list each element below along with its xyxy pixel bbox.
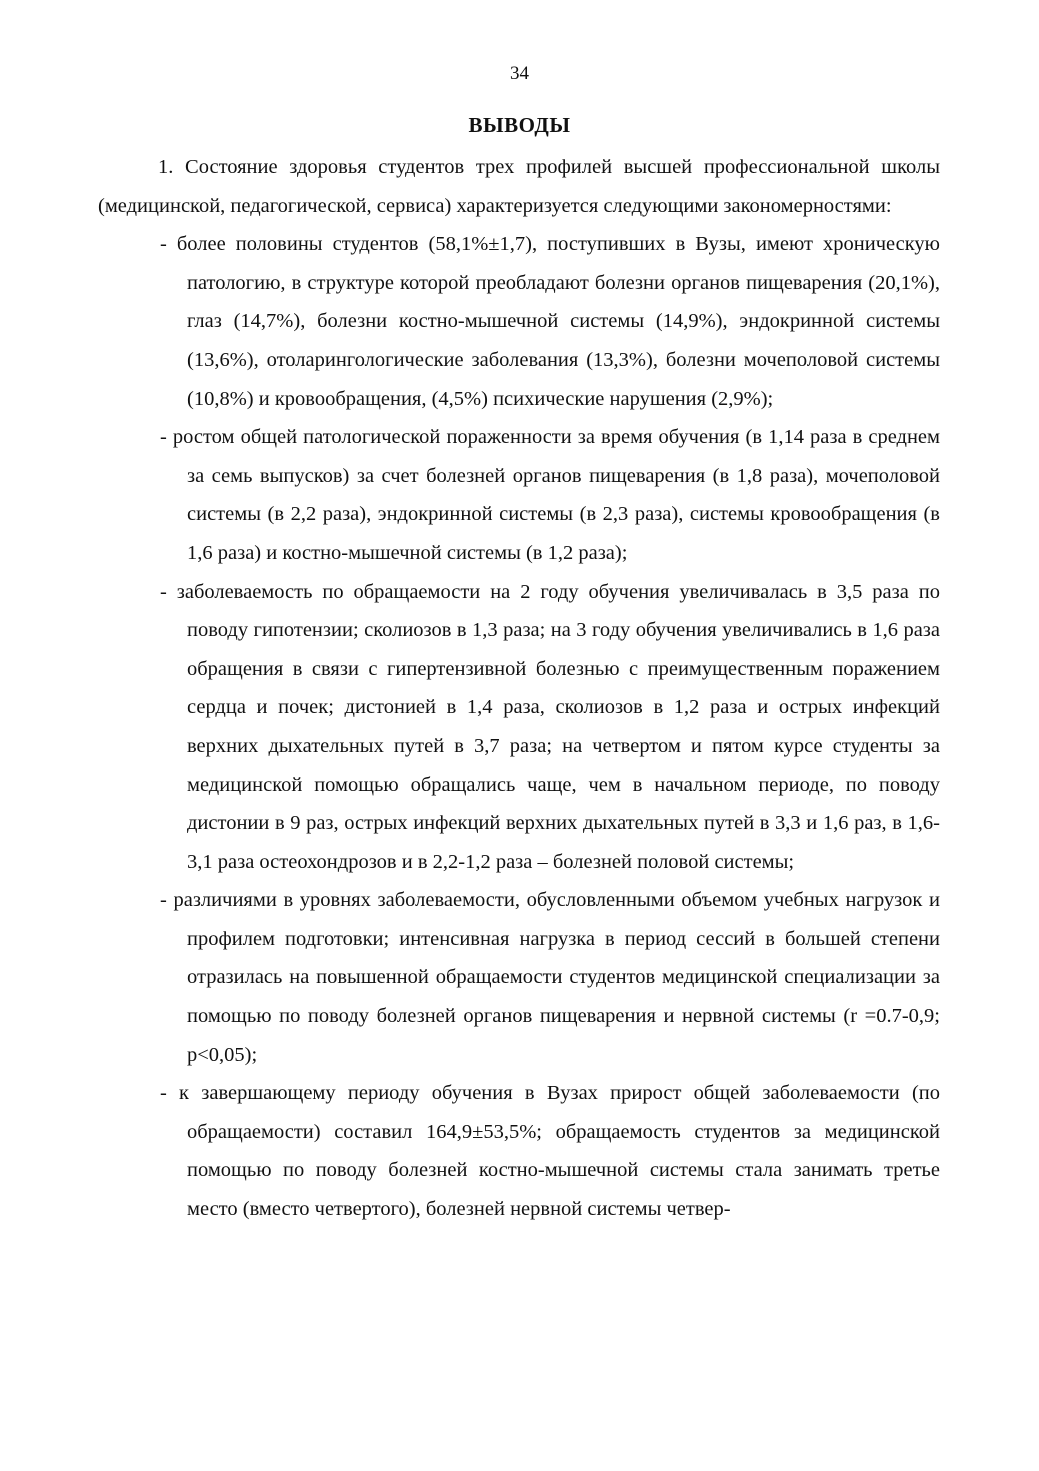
list-item: - к завершающему периоду обучения в Вузах прирост общей заболеваемости (по обращаемости) составил 164,9±53,5%; обращаемость студентов за медицинской помощью по поводу болезней костно-мышечной системы стала занимать третье место (вместо четвертого), болезней нервной системы четвер- <box>160 1082 940 1221</box>
list-item: - более половины студентов (58,1%±1,7), поступивших в Вузы, имеют хроническую патологию, в структуре которой преобладают болезни органов пищеварения (20,1%), глаз (14,7%), болезни костно-мышечной системы (14,9%), эндокринной системы (13,6%), отоларингологические заболевания (13,3%), болезни мочеполовой системы (10,8%) и кровообращения, (4,5%) психические нарушения (2,9%); <box>160 233 940 410</box>
list-item: - ростом общей патологической пораженности за время обучения (в 1,14 раза в среднем за семь выпусков) за счет болезней органов пищеварения (в 1,8 раза), мочеполовой системы (в 2,2 раза), эндокринной системы (в 2,3 раза), системы кровообращения (в 1,6 раза) и костно-мышечной системы (в 1,2 раза); <box>160 426 940 564</box>
list-item: - заболеваемость по обращаемости на 2 году обучения увеличивалась в 3,5 раза по поводу гипотензии; сколиозов в 1,3 раза; на 3 году обучения увеличивались в 1,6 раза обращения в связи с гипертензивной болезнью с преимущественным поражением сердца и почек; дистонией в 1,4 раза, сколиозов в 1,2 раза и острых инфекций верхних дыхательных путей в 3,7 раза; на четвертом и пятом курсе студенты за медицинской помощью обращались чаще, чем в начальном периоде, по поводу дистонии в 9 раз, острых инфекций верхних дыхательных путей в 3,3 и 1,6 раз, в 1,6-3,1 раза остеохондрозов и в 2,2-1,2 раза – болезней половой системы; <box>160 580 940 873</box>
section-heading: ВЫВОДЫ <box>468 113 571 137</box>
page-number: 34 <box>510 63 529 84</box>
document-body <box>98 148 940 1229</box>
conclusions-list <box>98 225 940 1228</box>
list-item: - различиями в уровнях заболеваемости, обусловленными объемом учебных нагрузок и профилем подготовки; интенсивная нагрузка в период сессий в большей степени отразилась на повышенной обращаемости студентов медицинской специализации за помощью по поводу болезней органов пищеварения и нервной системы (r =0.7-0,9; p<0,05); <box>160 889 940 1066</box>
intro-paragraph: 1. Состояние здоровья студентов трех профилей высшей профессиональной школы (медицинской, педагогической, сервиса) характеризуется следующими закономерностями: <box>98 156 940 217</box>
